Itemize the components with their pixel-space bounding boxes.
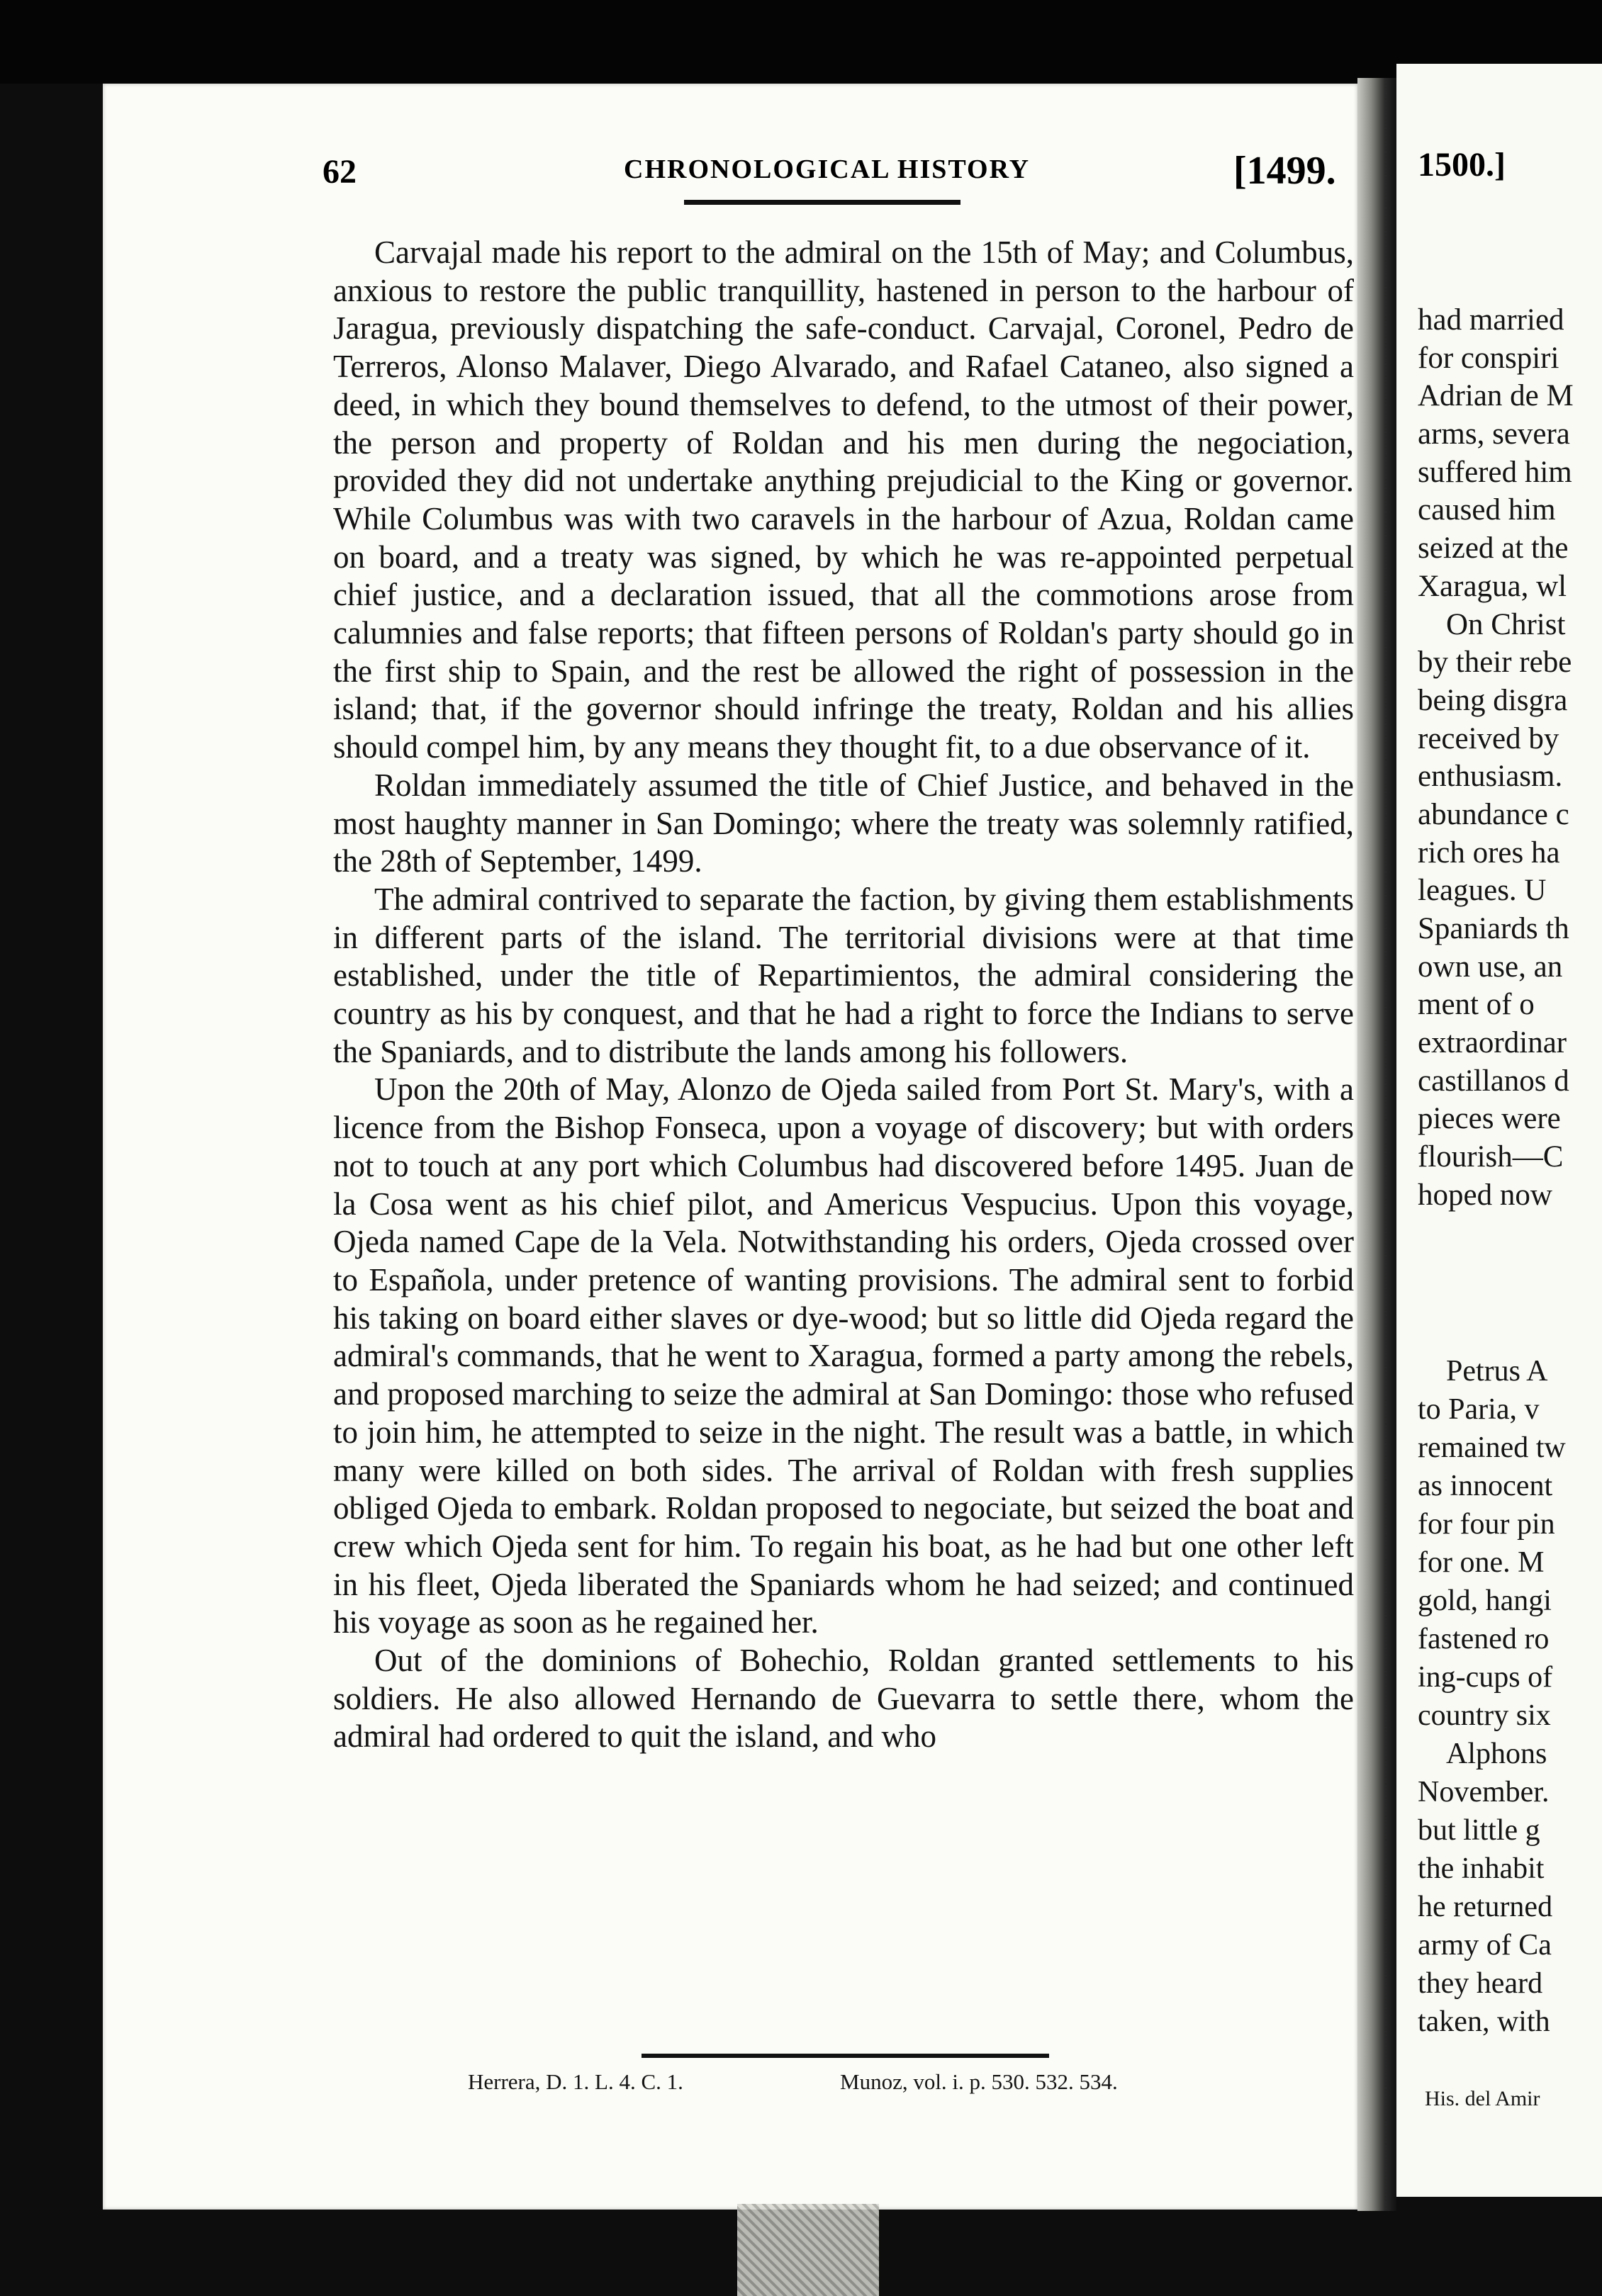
text-line: extraordinar (1418, 1026, 1567, 1060)
text-line: they heard (1418, 1967, 1543, 2000)
footnote-citation-herrera: Herrera, D. 1. L. 4. C. 1. (468, 2069, 683, 2094)
text-line: November. (1418, 1776, 1550, 1808)
text-line: abundance c (1418, 797, 1569, 831)
text-line: ing-cups of (1418, 1661, 1553, 1694)
text-line: On Christ (1446, 607, 1566, 641)
footnote (468, 2069, 1318, 2095)
text-line: leagues. U (1418, 874, 1547, 908)
text-line: Xaragua, wl (1418, 569, 1567, 603)
text-line: for one. M (1418, 1546, 1545, 1579)
text-line: suffered him (1418, 455, 1572, 489)
text-line: Spaniards th (1418, 912, 1569, 945)
text-line: to Paria, v (1418, 1393, 1540, 1426)
right-page-text-top (1418, 301, 1574, 1215)
paragraph: Out of the dominions of Bohechio, Roldan granted settlements to his soldiers. He also allowed Hernando de Guevarra to settle there, whom the admiral had ordered to quit the island, and who (333, 1643, 1354, 1755)
text-line: rich ores ha (1418, 835, 1560, 870)
text-line: country six (1418, 1699, 1551, 1732)
text-line: Alphons (1446, 1738, 1547, 1770)
text-line: received by (1418, 721, 1559, 755)
right-page-header: 1500.] (1418, 146, 1506, 184)
text-line: had married (1418, 303, 1564, 337)
text-line: Adrian de M (1418, 379, 1574, 413)
text-line: taken, with (1418, 2005, 1550, 2038)
text-line: gold, hangi (1418, 1585, 1552, 1617)
text-line: he returned (1418, 1891, 1553, 1923)
text-line: being disgra (1418, 683, 1568, 717)
paragraph: Roldan immediately assumed the title of Chief Justice, and behaved in the most haughty manner in San Domingo; where the treaty was solemnly ratified, the 28th of September, 1499. (333, 767, 1354, 879)
text-line: for four pin (1418, 1508, 1555, 1541)
text-line: for conspiri (1418, 341, 1559, 375)
text-line: pieces were (1418, 1102, 1561, 1136)
running-header (323, 145, 1350, 195)
right-page (1396, 64, 1602, 2197)
page-number: 62 (323, 153, 357, 191)
text-line: hoped now (1418, 1178, 1552, 1212)
footnote-rule (642, 2054, 1049, 2058)
text-line: own use, an (1418, 950, 1563, 984)
right-page-text-bottom (1418, 1352, 1566, 2041)
scan-background-top (0, 0, 1602, 84)
book-gutter (1357, 78, 1396, 2211)
text-line: by their rebe (1418, 646, 1572, 680)
paragraph: The admiral contrived to separate the faction, by giving them establishments in different parts of the island. The territorial divisions were at that time established, under the title of Repartimientos, the admiral considering the country as his by conquest, and that he had a right to force the Indians to serve the Spaniards, and to distribute the lands among his followers. (333, 881, 1354, 1069)
text-line: army of Ca (1418, 1929, 1552, 1962)
running-title: CHRONOLOGICAL HISTORY (624, 154, 1031, 184)
text-line: as innocent (1418, 1470, 1553, 1502)
text-line: seized at the (1418, 531, 1569, 565)
text-line: arms, severa (1418, 417, 1570, 451)
paragraph: Carvajal made his report to the admiral on the 15th of May; and Columbus, anxious to restore the public tranquillity, hastened in person to the harbour of Jaragua, previously dispatching the safe-conduct. Carvajal, Coronel, Pedro de Terreros, Alonso Malaver, Diego Alvarado, and Rafael Cataneo, also signed a deed, in which they bound themselves to defend, to the utmost of their power, the person and property of Roldan and his men during the negociation, provided they did not undertake anything prejudicial to the King or governor. While Columbus was with two caravels in the harbour of Azua, Roldan came on board, and a treaty was signed, by which he was re-appointed perpetual chief justice, and a declaration issued, that all the commotions arose from calumnies and false reports; that fifteen persons of Roldan's party should go in the first ship to Spain, and the rest be allowed the right of possession in the island; that, if the governor should infringe the treaty, Roldan and his allies should compel him, by any means they thought fit, to a due observance of it. (333, 235, 1354, 765)
text-line: caused him (1418, 493, 1556, 527)
header-year: [1499. (1233, 149, 1336, 193)
text-line: flourish—C (1418, 1140, 1564, 1174)
text-line: ment of o (1418, 988, 1535, 1022)
header-rule (684, 200, 960, 205)
text-line: castillanos d (1418, 1064, 1569, 1098)
right-page-footnote: His. del Amir (1425, 2087, 1540, 2110)
text-line: Petrus A (1446, 1355, 1548, 1388)
paragraph: Upon the 20th of May, Alonzo de Ojeda sailed from Port St. Mary's, with a licence from the Bishop Fonseca, upon a voyage of discovery; but with orders not to touch at any port which Columbus had discovered before 1495. Juan de la Cosa went as his chief pilot, and Americus Vespucius. Upon this voyage, Ojeda named Cape de la Vela. Notwithstanding his orders, Ojeda crossed over to Española, under pretence of wanting provisions. The admiral sent to forbid his taking on board either slaves or dye-wood; but so little did Ojeda regard the admiral's commands, that he went to Xaragua, formed a party among the rebels, and proposed marching to seize the admiral at San Domingo: those who refused to join him, he attempted to seize in the night. The result was a battle, in which many were killed on both sides. The arrival of Roldan with fresh supplies obliged Ojeda to embark. Roldan proposed to negociate, but seized the boat and crew which Ojeda sent for him. To regain his boat, as he had but one other left in his fleet, Ojeda liberated the Spaniards whom he had seized; and continued his voyage as soon as he regained her. (333, 1071, 1354, 1641)
torn-paper-fragment (737, 2204, 879, 2296)
text-line: enthusiasm. (1418, 760, 1563, 794)
main-text (333, 234, 1354, 1756)
text-line: but little g (1418, 1814, 1540, 1847)
text-line: the inhabit (1418, 1852, 1545, 1885)
text-line: remained tw (1418, 1431, 1566, 1464)
footnote-citation-munoz: Munoz, vol. i. p. 530. 532. 534. (840, 2069, 1118, 2094)
text-line: fastened ro (1418, 1623, 1550, 1655)
